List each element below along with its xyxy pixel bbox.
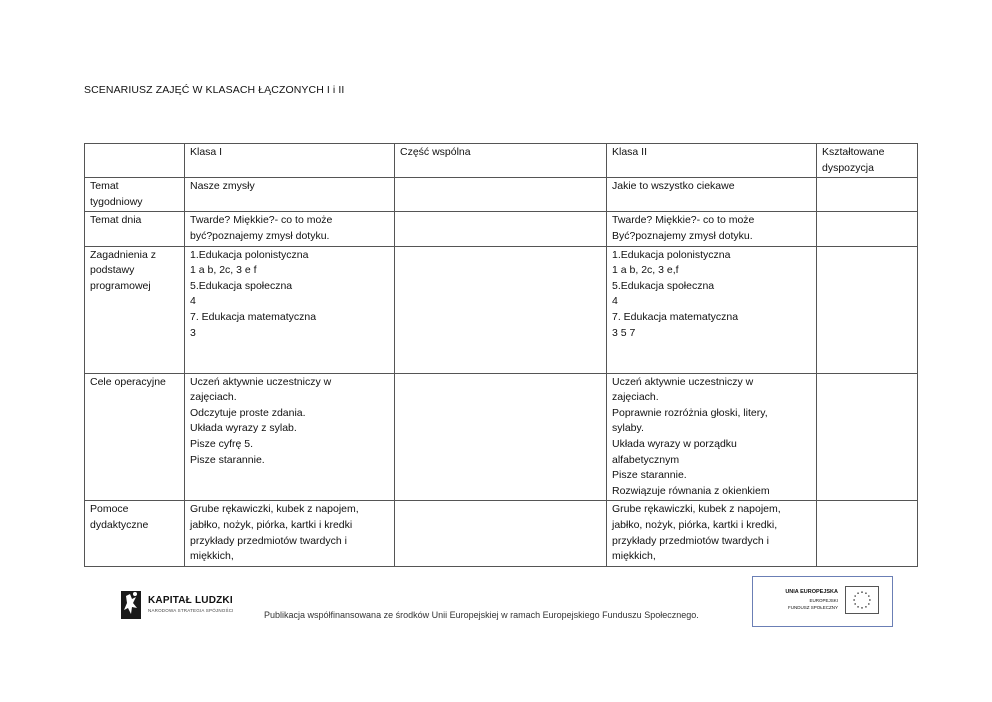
cell-text-line: Cele operacyjne bbox=[90, 375, 166, 388]
klasa-1-cell bbox=[185, 178, 395, 212]
cell-text-line: Grube rękawiczki, kubek z napojem, bbox=[612, 503, 781, 516]
footer-funding-text: Publikacja współfinansowana ze środków Unii Europejskiej w ramach Europejskiego Funduszu Społecznego. bbox=[264, 610, 699, 620]
cell-text-line: programowej bbox=[90, 279, 151, 292]
cell-text-line: tygodniowy bbox=[90, 195, 143, 208]
cell-text-line: miękkich, bbox=[190, 550, 234, 563]
cell-text-line: przykłady przedmiotów twardych i bbox=[612, 534, 769, 547]
eu-star bbox=[857, 606, 859, 608]
eu-flag-icon bbox=[845, 586, 879, 614]
klasa-2-cell bbox=[607, 178, 817, 212]
cell-text-line: Nasze zmysły bbox=[190, 180, 255, 193]
cell-text-line: Odczytuje proste zdania. bbox=[190, 406, 306, 419]
cell-text-line: alfabetycznym bbox=[612, 453, 680, 466]
cell-text-line: zajęciach. bbox=[612, 391, 659, 404]
cell-text-line: Grube rękawiczki, kubek z napojem, bbox=[190, 503, 359, 516]
eu-star bbox=[853, 599, 855, 601]
klasa-2-cell bbox=[607, 246, 817, 373]
cell-text-line: Uczeń aktywnie uczestniczy w bbox=[190, 375, 332, 388]
kapital-ludzki-subtitle: NARODOWA STRATEGIA SPÓJNOŚCI bbox=[148, 608, 234, 613]
cell-text-line: sylaby. bbox=[612, 422, 644, 435]
kapital-ludzki-name: KAPITAŁ LUDZKI bbox=[148, 595, 233, 606]
row-label-cell bbox=[85, 178, 185, 212]
eu-logo-line-2: EUROPEJSKI bbox=[809, 598, 838, 603]
table-row bbox=[85, 212, 918, 246]
cell-text-line: 1 a b, 2c, 3 e,f bbox=[612, 264, 679, 277]
eu-star bbox=[861, 607, 863, 609]
klasa-2-cell bbox=[607, 373, 817, 501]
cell-text-line: 3 bbox=[190, 326, 196, 339]
eu-star bbox=[868, 595, 870, 597]
row-label-cell bbox=[85, 246, 185, 373]
dyspozycje-cell bbox=[817, 373, 918, 501]
cell-text-line: Uczeń aktywnie uczestniczy w bbox=[612, 375, 754, 388]
klasa-1-cell bbox=[185, 501, 395, 566]
cell-text-line: 3 5 7 bbox=[612, 326, 636, 339]
klasa-2-cell bbox=[607, 501, 817, 566]
cell-text-line: Pomoce bbox=[90, 503, 129, 516]
cell-text-line: zajęciach. bbox=[190, 391, 237, 404]
eu-star bbox=[869, 599, 871, 601]
cell-text-line: 5.Edukacja społeczna bbox=[190, 279, 293, 292]
header-cell-klasa-1: Klasa I bbox=[185, 144, 395, 178]
cell-text-line: Być?poznajemy zmysł dotyku. bbox=[612, 229, 753, 242]
table-header-row bbox=[85, 144, 918, 178]
document-title: SCENARIUSZ ZAJĘĆ W KLASACH ŁĄCZONYCH I i II bbox=[84, 84, 345, 96]
header-cell-dyspozycje: Kształtowane dyspozycja bbox=[817, 144, 918, 178]
eu-logo-line-3: FUNDUSZ SPOŁECZNY bbox=[787, 605, 838, 610]
klasa-1-cell bbox=[185, 373, 395, 501]
eu-logo-line-1: UNIA EUROPEJSKA bbox=[785, 589, 838, 595]
czesc-wspolna-cell bbox=[395, 212, 607, 246]
czesc-wspolna-cell bbox=[395, 178, 607, 212]
eu-star bbox=[854, 595, 856, 597]
dyspozycje-cell bbox=[817, 178, 918, 212]
czesc-wspolna-cell bbox=[395, 246, 607, 373]
cell-text-line: 7. Edukacja matematyczna bbox=[190, 310, 317, 323]
kapital-ludzki-mark-icon bbox=[120, 588, 144, 622]
eu-star bbox=[854, 603, 856, 605]
cell-text-line: dydaktyczne bbox=[90, 518, 149, 531]
czesc-wspolna-cell bbox=[395, 501, 607, 566]
row-label-cell bbox=[85, 212, 185, 246]
table-row bbox=[85, 178, 918, 212]
cell-text-line: 1.Edukacja polonistyczna bbox=[190, 248, 309, 261]
cell-text-line: Układa wyrazy z sylab. bbox=[190, 422, 297, 435]
czesc-wspolna-cell bbox=[395, 373, 607, 501]
cell-text-line: Pisze cyfrę 5. bbox=[190, 437, 254, 450]
table-row bbox=[85, 246, 918, 373]
cell-text-line: Temat dnia bbox=[90, 214, 142, 227]
cell-text-line: Twarde? Miękkie?- co to może bbox=[612, 214, 755, 227]
row-label-cell bbox=[85, 373, 185, 501]
cell-text-line: Poprawnie rozróżnia głoski, litery, bbox=[612, 406, 768, 419]
cell-text-line: jabłko, nożyk, piórka, kartki i kredki, bbox=[612, 518, 778, 531]
eu-star bbox=[865, 606, 867, 608]
row-label-cell bbox=[85, 501, 185, 566]
cell-text-line: 5.Edukacja społeczna bbox=[612, 279, 715, 292]
eu-star bbox=[868, 603, 870, 605]
cell-text-line: Jakie to wszystko ciekawe bbox=[612, 180, 735, 193]
header-cell-klasa-2: Klasa II bbox=[607, 144, 817, 178]
eu-star bbox=[865, 592, 867, 594]
header-cell-czesc-wspolna: Część wspólna bbox=[395, 144, 607, 178]
header-cell-empty bbox=[85, 144, 185, 178]
kapital-ludzki-logo bbox=[120, 588, 240, 622]
lesson-plan-table bbox=[84, 143, 918, 567]
dyspozycje-cell bbox=[817, 246, 918, 373]
cell-text-line: 1 a b, 2c, 3 e f bbox=[190, 264, 257, 277]
cell-text-line: jabłko, nożyk, piórka, kartki i kredki bbox=[190, 518, 353, 531]
eu-star bbox=[857, 592, 859, 594]
dyspozycje-cell bbox=[817, 212, 918, 246]
cell-text-line: być?poznajemy zmysł dotyku. bbox=[190, 229, 330, 242]
cell-text-line: Twarde? Miękkie?- co to może bbox=[190, 214, 333, 227]
table-row bbox=[85, 501, 918, 566]
klasa-1-cell bbox=[185, 212, 395, 246]
table-row bbox=[85, 373, 918, 501]
cell-text-line: Rozwiązuje równania z okienkiem bbox=[612, 484, 770, 497]
cell-text-line: 1.Edukacja polonistyczna bbox=[612, 248, 731, 261]
klasa-2-cell bbox=[607, 212, 817, 246]
cell-text-line: Zagadnienia z bbox=[90, 248, 156, 261]
cell-text-line: podstawy bbox=[90, 264, 135, 277]
cell-text-line: Pisze starannie. bbox=[612, 469, 687, 482]
cell-text-line: 7. Edukacja matematyczna bbox=[612, 310, 739, 323]
dyspozycje-cell bbox=[817, 501, 918, 566]
klasa-1-cell bbox=[185, 246, 395, 373]
eu-star bbox=[861, 591, 863, 593]
cell-text-line: miękkich, bbox=[612, 550, 656, 563]
cell-text-line: 4 bbox=[612, 295, 618, 308]
cell-text-line: 4 bbox=[190, 295, 196, 308]
cell-text-line: Pisze starannie. bbox=[190, 453, 265, 466]
cell-text-line: przykłady przedmiotów twardych i bbox=[190, 534, 347, 547]
cell-text-line: Układa wyrazy w porządku bbox=[612, 437, 737, 450]
eu-logo-box bbox=[752, 576, 893, 627]
cell-text-line: Temat bbox=[90, 180, 119, 193]
